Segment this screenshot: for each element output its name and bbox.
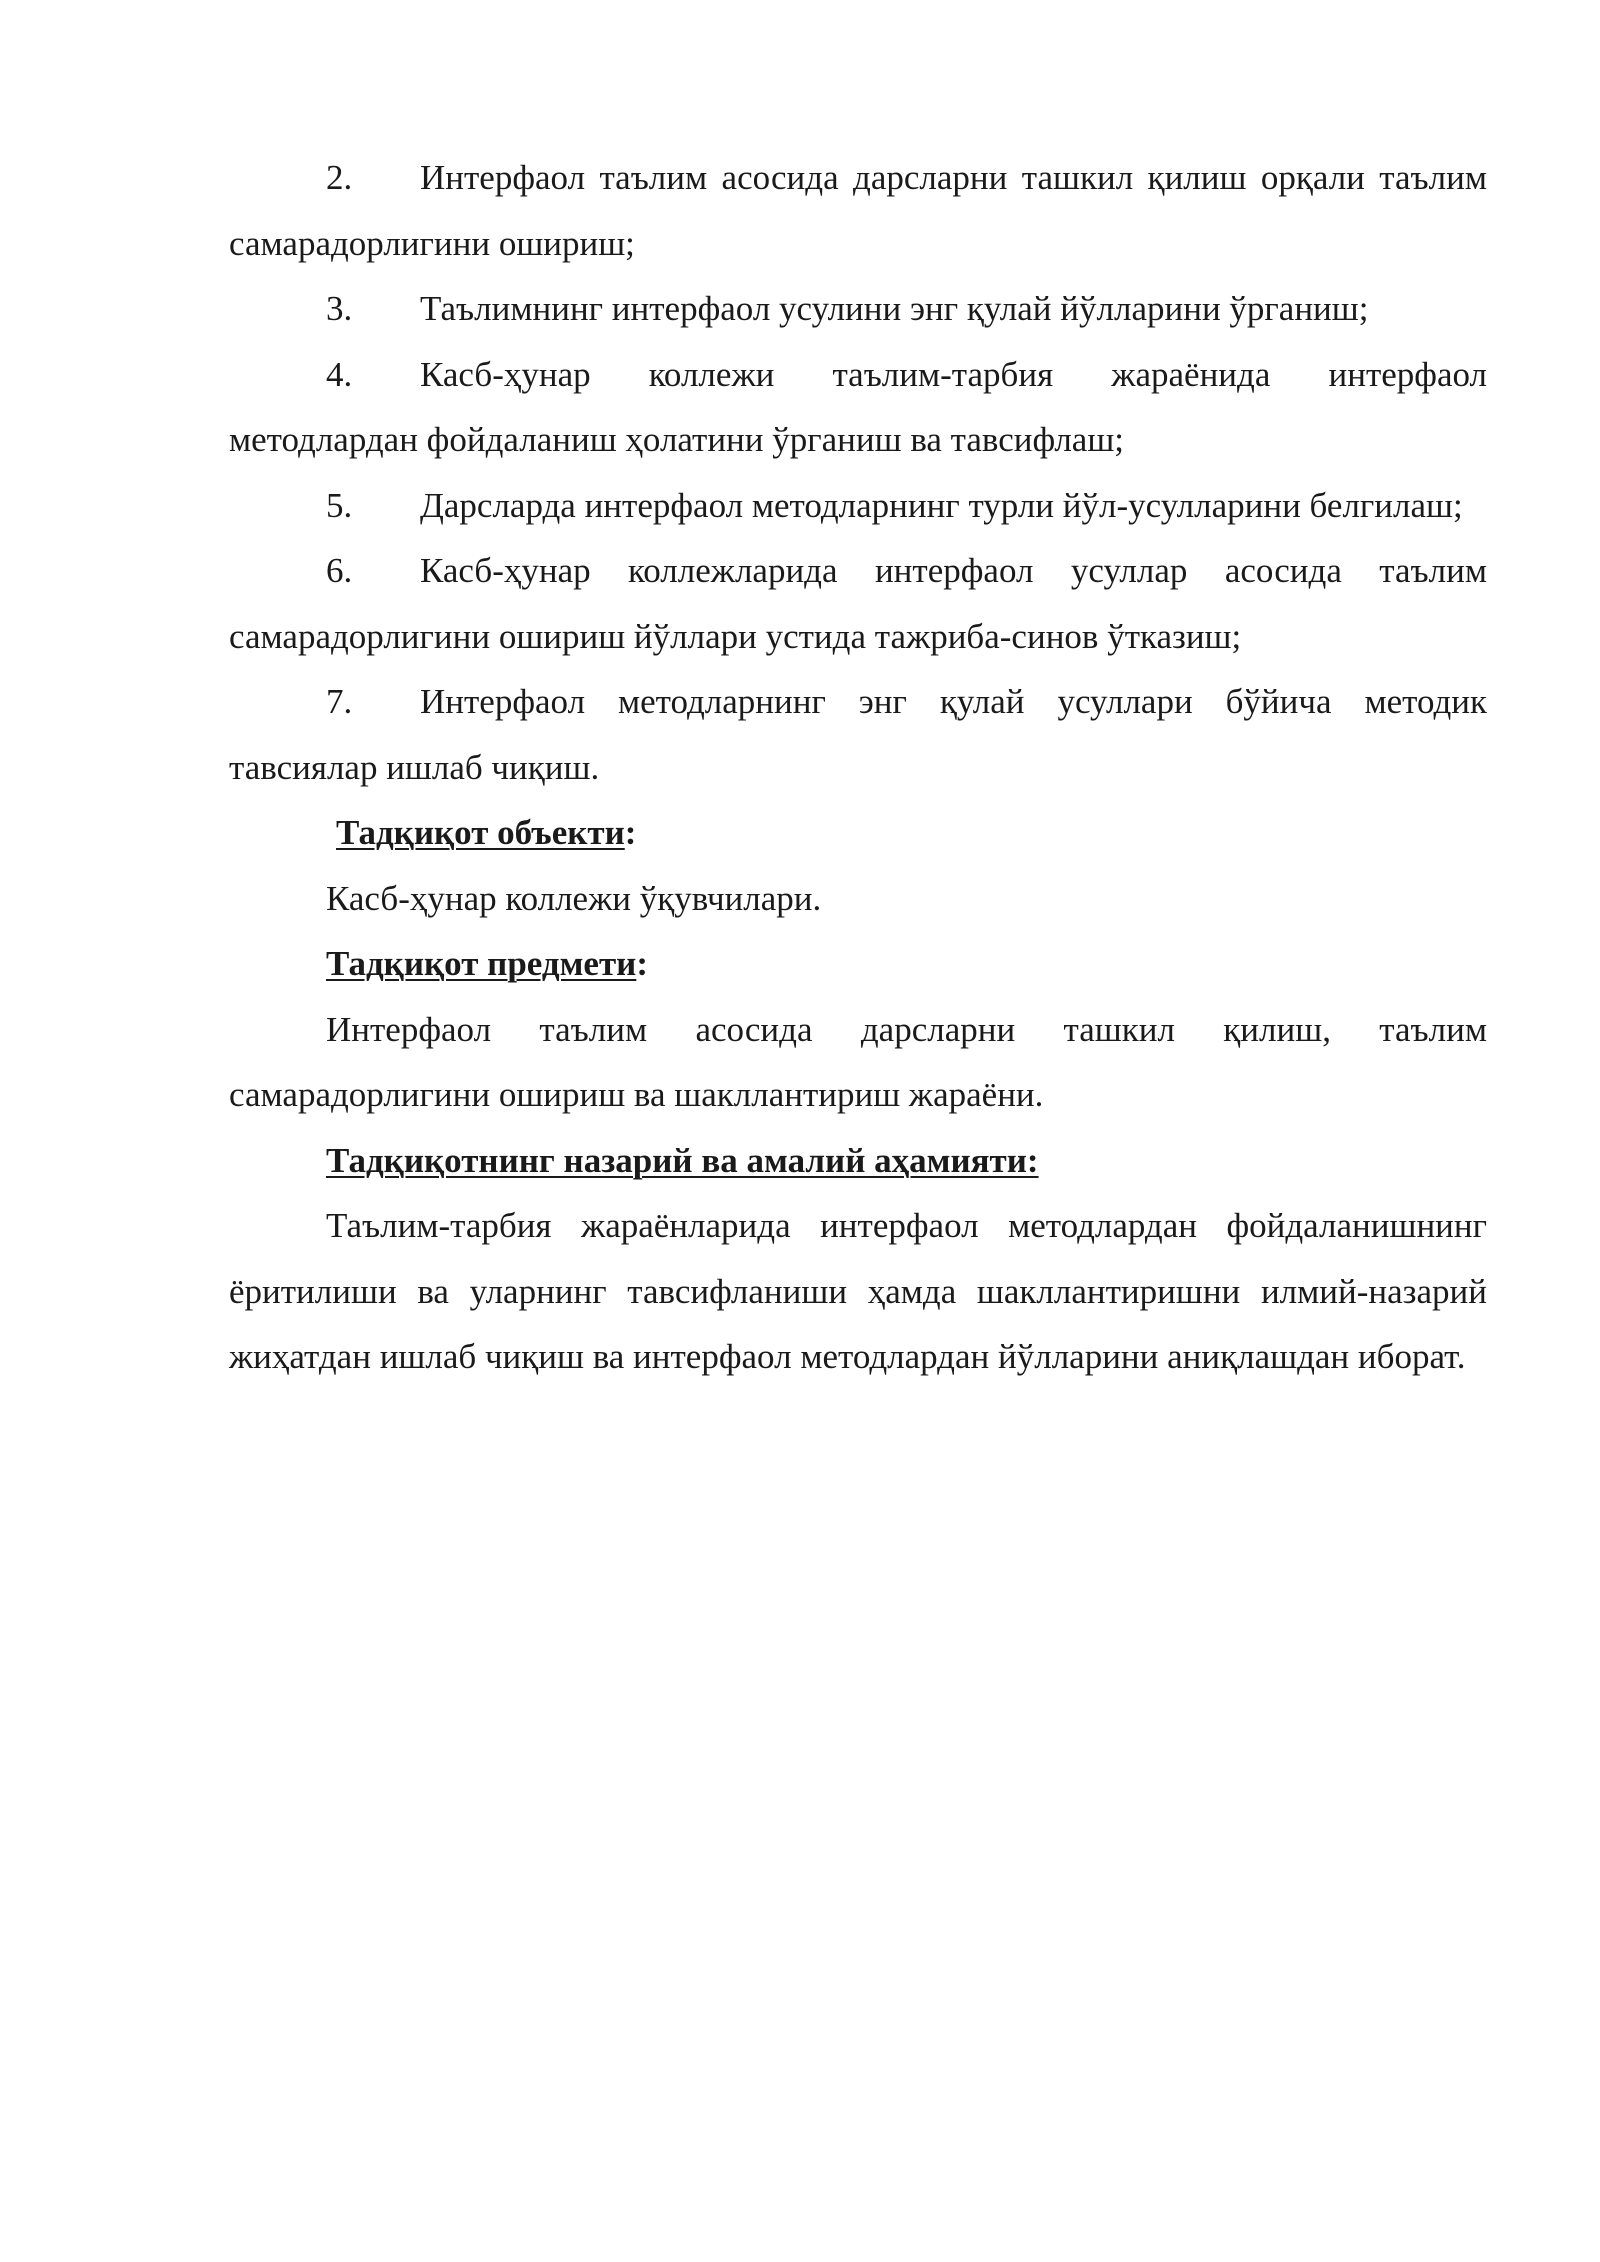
list-item-number: 7. [326,682,353,721]
research-subject-heading-text: Тадқиқот предмети [326,944,637,983]
list-item-number: 3. [326,289,353,328]
research-object-heading [229,800,1487,866]
list-item-number: 4. [326,354,353,394]
list-item-number: 5. [326,485,353,525]
list-item-number: 2. [326,158,353,197]
list-item-text: Касб-ҳунар коллежи таълим-тарбия жараёнида интерфаол методлардан фойдаланиш ҳолатини ўрганиш ва тавсифлаш; [229,354,1487,459]
list-item-text: Интерфаол таълим асосида дарсларни ташкил қилиш орқали таълим самарадорлигини ошириш; [229,158,1487,263]
list-item [229,669,1487,800]
research-object-text: Касб-ҳунар коллежи ўқувчилари. [326,878,822,918]
significance-heading-text: Тадқиқотнинг назарий ва амалий аҳамияти: [326,1140,1039,1180]
list-item [229,473,1487,539]
research-subject-text: Интерфаол таълим асосида дарсларни ташкил қилиш, таълим самарадорлигини ошириш ва шакллантириш жараёни. [229,1009,1487,1114]
list-item [229,538,1487,669]
research-object-heading-colon: : [624,813,637,852]
list-item-text: Касб-ҳунар коллежларида интерфаол усуллар асосида таълим самарадорлигини ошириш йўллари устида тажриба-синов ўтказиш; [229,551,1487,656]
research-subject-heading [229,931,1487,997]
list-item-text: Дарсларда интерфаол методларнинг турли йўл-усулларини белгилаш; [420,485,1463,525]
research-object-heading-text: Тадқиқот объекти [336,813,625,852]
list-item-number: 6. [326,551,353,590]
significance-heading [229,1128,1487,1194]
list-item [229,145,1487,276]
significance-text: Таълим-тарбия жараёнларида интерфаол методлардан фойдаланишнинг ёритилиши ва уларнинг тавсифланиши ҳамда шакллантиришни илмий-назарий жиҳатдан ишлаб чиқиш ва интерфаол методлардан йўлларини аниқлашдан иборат. [229,1206,1487,1376]
research-subject-heading-colon: : [636,944,648,983]
document-page [229,145,1487,1390]
list-item [229,276,1487,342]
list-item-text: Таълимнинг интерфаол усулини энг қулай йўлларини ўрганиш; [420,289,1369,328]
list-item [229,342,1487,473]
list-item-text: Интерфаол методларнинг энг қулай усуллари бўйича методик тавсиялар ишлаб чиқиш. [229,682,1487,787]
